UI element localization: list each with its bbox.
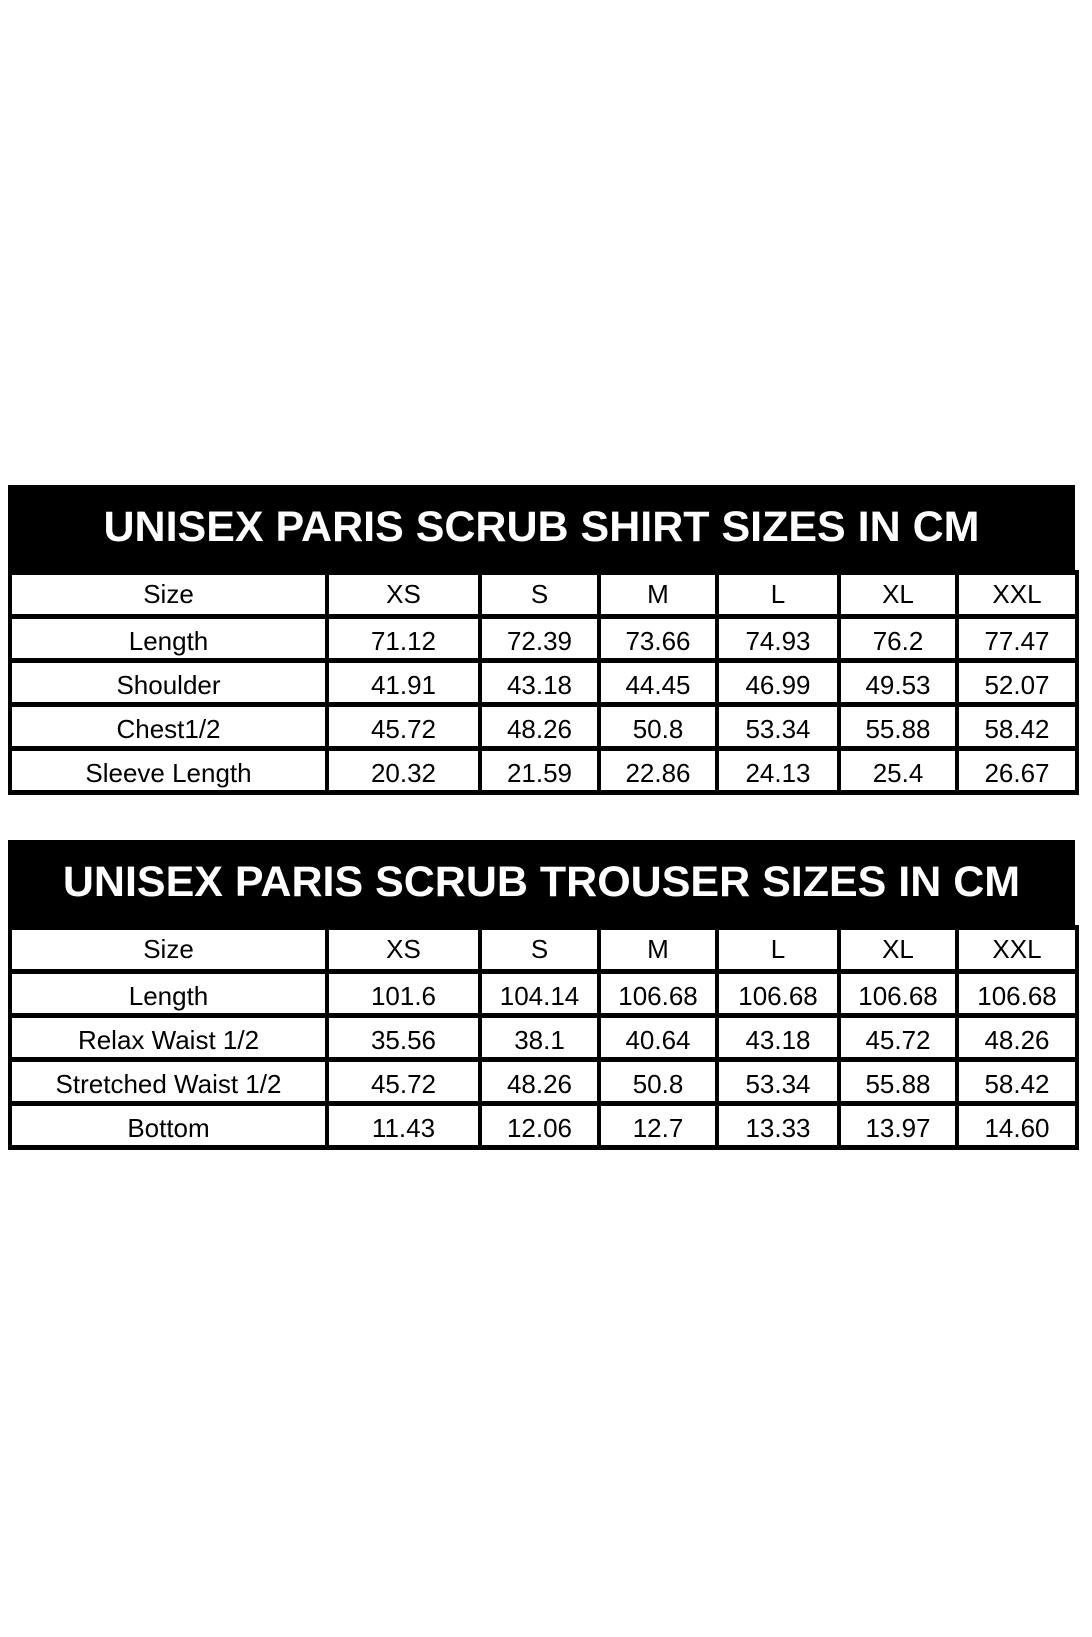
column-header: XXL bbox=[957, 573, 1077, 617]
table-row bbox=[10, 661, 1077, 705]
row-label: Chest1/2 bbox=[10, 705, 327, 749]
size-value-cell: 25.4 bbox=[839, 749, 957, 793]
size-value-cell: 106.68 bbox=[717, 972, 839, 1016]
row-label: Relax Waist 1/2 bbox=[10, 1016, 327, 1060]
column-header: S bbox=[480, 928, 599, 972]
column-header: M bbox=[599, 573, 717, 617]
row-label: Bottom bbox=[10, 1104, 327, 1148]
size-value-cell: 49.53 bbox=[839, 661, 957, 705]
size-value-cell: 45.72 bbox=[839, 1016, 957, 1060]
size-value-cell: 58.42 bbox=[957, 705, 1077, 749]
size-value-cell: 73.66 bbox=[599, 617, 717, 661]
size-value-cell: 24.13 bbox=[717, 749, 839, 793]
size-value-cell: 52.07 bbox=[957, 661, 1077, 705]
size-value-cell: 71.12 bbox=[327, 617, 480, 661]
column-header: XS bbox=[327, 928, 480, 972]
size-value-cell: 26.67 bbox=[957, 749, 1077, 793]
size-value-cell: 106.68 bbox=[839, 972, 957, 1016]
size-value-cell: 45.72 bbox=[327, 1060, 480, 1104]
size-value-cell: 43.18 bbox=[480, 661, 599, 705]
table-row bbox=[10, 705, 1077, 749]
size-value-cell: 106.68 bbox=[957, 972, 1077, 1016]
size-value-cell: 55.88 bbox=[839, 705, 957, 749]
table-row bbox=[10, 1104, 1077, 1148]
table-title-bar bbox=[8, 840, 1075, 925]
size-value-cell: 12.06 bbox=[480, 1104, 599, 1148]
column-header: M bbox=[599, 928, 717, 972]
column-header: S bbox=[480, 573, 599, 617]
header-row bbox=[10, 928, 1077, 972]
size-value-cell: 11.43 bbox=[327, 1104, 480, 1148]
size-value-cell: 46.99 bbox=[717, 661, 839, 705]
size-value-cell: 40.64 bbox=[599, 1016, 717, 1060]
size-value-cell: 50.8 bbox=[599, 1060, 717, 1104]
table-row bbox=[10, 617, 1077, 661]
size-column-header: Size bbox=[10, 928, 327, 972]
header-row bbox=[10, 573, 1077, 617]
size-value-cell: 41.91 bbox=[327, 661, 480, 705]
shirt-size-table-section bbox=[8, 485, 1075, 795]
size-value-cell: 48.26 bbox=[957, 1016, 1077, 1060]
trouser-size-table-section bbox=[8, 840, 1075, 1150]
size-value-cell: 13.33 bbox=[717, 1104, 839, 1148]
size-value-cell: 76.2 bbox=[839, 617, 957, 661]
size-value-cell: 38.1 bbox=[480, 1016, 599, 1060]
row-label: Length bbox=[10, 617, 327, 661]
size-value-cell: 35.56 bbox=[327, 1016, 480, 1060]
size-value-cell: 48.26 bbox=[480, 705, 599, 749]
size-table bbox=[8, 570, 1079, 795]
size-value-cell: 74.93 bbox=[717, 617, 839, 661]
column-header: L bbox=[717, 573, 839, 617]
size-value-cell: 104.14 bbox=[480, 972, 599, 1016]
tables-gap-spacer bbox=[8, 795, 1075, 840]
size-value-cell: 14.60 bbox=[957, 1104, 1077, 1148]
row-label: Sleeve Length bbox=[10, 749, 327, 793]
size-column-header: Size bbox=[10, 573, 327, 617]
table-title-bar bbox=[8, 485, 1075, 570]
size-value-cell: 53.34 bbox=[717, 705, 839, 749]
table-row bbox=[10, 1016, 1077, 1060]
size-value-cell: 106.68 bbox=[599, 972, 717, 1016]
table-title: UNISEX PARIS SCRUB TROUSER SIZES IN CM bbox=[62, 858, 1021, 906]
column-header: L bbox=[717, 928, 839, 972]
size-value-cell: 72.39 bbox=[480, 617, 599, 661]
table-row bbox=[10, 749, 1077, 793]
size-value-cell: 45.72 bbox=[327, 705, 480, 749]
size-charts-container bbox=[8, 485, 1075, 1150]
row-label: Shoulder bbox=[10, 661, 327, 705]
column-header: XL bbox=[839, 573, 957, 617]
size-value-cell: 55.88 bbox=[839, 1060, 957, 1104]
size-value-cell: 50.8 bbox=[599, 705, 717, 749]
table-row bbox=[10, 972, 1077, 1016]
size-value-cell: 22.86 bbox=[599, 749, 717, 793]
size-value-cell: 20.32 bbox=[327, 749, 480, 793]
size-value-cell: 58.42 bbox=[957, 1060, 1077, 1104]
size-value-cell: 21.59 bbox=[480, 749, 599, 793]
size-value-cell: 13.97 bbox=[839, 1104, 957, 1148]
row-label: Stretched Waist 1/2 bbox=[10, 1060, 327, 1104]
size-value-cell: 12.7 bbox=[599, 1104, 717, 1148]
size-value-cell: 43.18 bbox=[717, 1016, 839, 1060]
column-header: XXL bbox=[957, 928, 1077, 972]
column-header: XL bbox=[839, 928, 957, 972]
size-table bbox=[8, 925, 1079, 1150]
size-value-cell: 53.34 bbox=[717, 1060, 839, 1104]
table-title: UNISEX PARIS SCRUB SHIRT SIZES IN CM bbox=[103, 503, 980, 551]
table-row bbox=[10, 1060, 1077, 1104]
size-value-cell: 101.6 bbox=[327, 972, 480, 1016]
column-header: XS bbox=[327, 573, 480, 617]
row-label: Length bbox=[10, 972, 327, 1016]
size-value-cell: 77.47 bbox=[957, 617, 1077, 661]
size-value-cell: 48.26 bbox=[480, 1060, 599, 1104]
size-value-cell: 44.45 bbox=[599, 661, 717, 705]
